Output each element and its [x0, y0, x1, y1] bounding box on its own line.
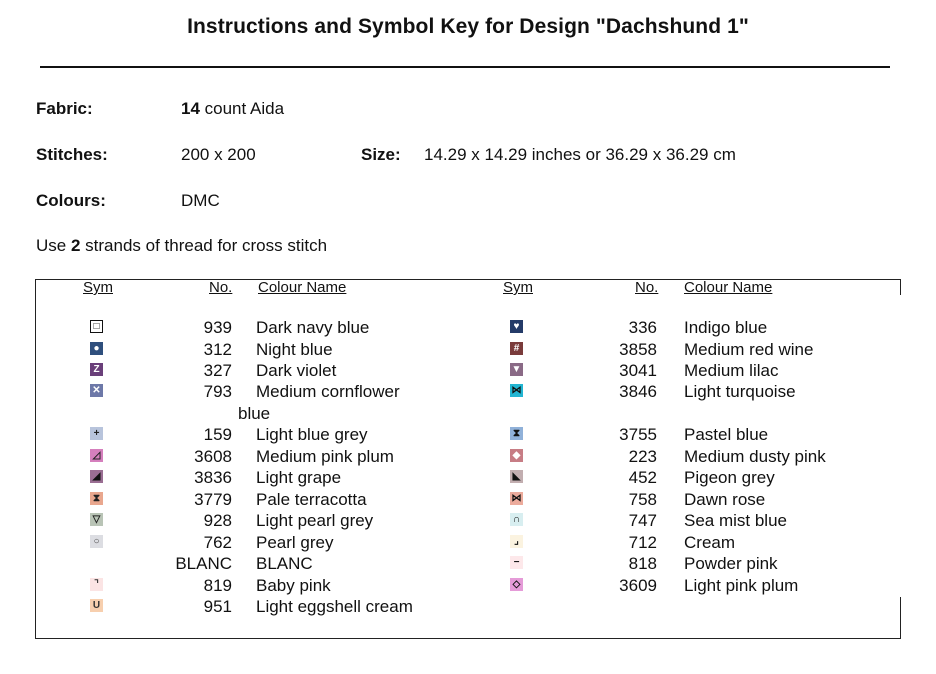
dmc-number: 3041 — [619, 361, 657, 380]
dmc-number: 3609 — [619, 576, 657, 595]
dmc-number: 712 — [628, 533, 657, 552]
header-sym-right: Sym — [503, 279, 533, 296]
dmc-number: 3779 — [194, 490, 232, 509]
dmc-number: 3755 — [619, 425, 657, 444]
colour-name: Indigo blue — [684, 318, 768, 337]
symbol-swatch-icon: ▽ — [90, 513, 103, 526]
strands-count: 2 — [70, 236, 81, 255]
dmc-number: 3608 — [194, 447, 232, 466]
colour-name: Pearl grey — [256, 533, 334, 552]
colours-label: Colours: — [36, 191, 106, 210]
dmc-number: 452 — [628, 468, 657, 487]
colour-name: Pigeon grey — [684, 468, 775, 487]
colour-name: Medium dusty pink — [684, 447, 826, 466]
strands-post: strands of thread for cross stitch — [80, 236, 328, 255]
dmc-number: 939 — [203, 318, 232, 337]
fabric-type: count Aida — [199, 99, 285, 118]
title-underline — [40, 66, 890, 68]
colour-name: Pastel blue — [684, 425, 769, 444]
symbol-swatch-icon: ◿ — [90, 449, 103, 462]
symbol-swatch-icon: − — [510, 556, 523, 569]
fabric-count: 14 — [181, 99, 200, 118]
colour-name: Cream — [684, 533, 736, 552]
dmc-number: 762 — [203, 533, 232, 552]
dmc-number: 758 — [628, 490, 657, 509]
fabric-value — [181, 99, 284, 119]
symbol-swatch-icon: ◇ — [510, 578, 523, 591]
symbol-swatch-icon: Z — [90, 363, 103, 376]
symbol-swatch-icon: # — [510, 342, 523, 355]
symbol-swatch-icon: ⌝ — [90, 578, 103, 591]
dmc-number: 159 — [203, 425, 232, 444]
colour-name: Light eggshell cream — [256, 597, 413, 616]
strands-instruction — [36, 236, 327, 256]
table-right-border-lower — [900, 597, 901, 639]
stitches-value: 200 x 200 — [181, 145, 256, 164]
colour-name: BLANC — [256, 554, 313, 573]
stitches-label: Stitches: — [36, 145, 108, 164]
dmc-number: 3858 — [619, 340, 657, 359]
dmc-number: 336 — [628, 318, 657, 337]
dmc-number: 951 — [203, 597, 232, 616]
symbol-swatch-icon: □ — [90, 320, 103, 333]
colour-name: Sea mist blue — [684, 511, 787, 530]
colour-name: Medium lilac — [684, 361, 779, 380]
page-title: Instructions and Symbol Key for Design "Dachshund 1" — [187, 15, 749, 38]
dmc-number: 327 — [203, 361, 232, 380]
header-sym-left: Sym — [83, 279, 113, 296]
colour-name: Pale terracotta — [256, 490, 367, 509]
symbol-swatch-icon: + — [90, 427, 103, 440]
colour-name: Dark navy blue — [256, 318, 370, 337]
colour-name: Dark violet — [256, 361, 337, 380]
colour-name: Baby pink — [256, 576, 331, 595]
dmc-number: 312 — [203, 340, 232, 359]
colour-name: Light blue grey — [256, 425, 368, 444]
size-label: Size: — [361, 145, 401, 164]
colour-name: Medium pink plum — [256, 447, 394, 466]
colour-name: Light grape — [256, 468, 342, 487]
symbol-swatch-icon: ✕ — [90, 384, 103, 397]
colour-name: Night blue — [256, 340, 333, 359]
symbol-swatch-icon: ∩ — [510, 513, 523, 526]
symbol-swatch-icon: ○ — [90, 535, 103, 548]
size-value: 14.29 x 14.29 inches or 36.29 x 36.29 cm — [424, 145, 736, 164]
symbol-swatch-icon: ◆ — [510, 449, 523, 462]
dmc-number: 819 — [203, 576, 232, 595]
colour-name: Light pink plum — [684, 576, 799, 595]
colours-value: DMC — [181, 191, 220, 210]
header-colour-name-left: Colour Name — [258, 279, 347, 296]
dmc-number: 223 — [628, 447, 657, 466]
symbol-swatch-icon: ▼ — [511, 363, 522, 375]
strands-pre: Use — [36, 236, 71, 255]
symbol-swatch-icon: ♥ — [510, 320, 523, 333]
symbol-swatch-icon: ⌟ — [510, 535, 523, 548]
header-colour-name-right: Colour Name — [684, 279, 773, 296]
symbol-swatch-icon: ◣ — [510, 470, 523, 483]
symbol-swatch-icon: ⋈ — [511, 492, 522, 504]
symbol-swatch-icon: U — [90, 599, 103, 612]
colour-name-wrap: blue — [238, 404, 271, 423]
dmc-number: 793 — [203, 382, 232, 401]
fabric-label: Fabric: — [36, 99, 93, 118]
table-right-border — [900, 279, 901, 295]
header-no-left: No. — [209, 279, 233, 296]
symbol-swatch-icon: ⧗ — [90, 492, 103, 505]
colour-name: Light turquoise — [684, 382, 796, 401]
colour-name: Medium red wine — [684, 340, 814, 359]
colour-name: Powder pink — [684, 554, 778, 573]
symbol-swatch-icon — [90, 556, 103, 569]
symbol-swatch-icon: ◢ — [90, 470, 103, 483]
colour-name: Medium cornflower — [256, 382, 400, 401]
symbol-swatch-icon: ● — [90, 342, 103, 355]
dmc-number: 928 — [203, 511, 232, 530]
dmc-number: 747 — [628, 511, 657, 530]
colour-name: Dawn rose — [684, 490, 766, 509]
dmc-number: 818 — [628, 554, 657, 573]
dmc-number: 3836 — [194, 468, 232, 487]
symbol-swatch-icon: ⧗ — [510, 427, 523, 440]
symbol-swatch-icon: ⋈ — [511, 384, 522, 396]
colour-name: Light pearl grey — [256, 511, 374, 530]
dmc-number: BLANC — [175, 554, 232, 573]
dmc-number: 3846 — [619, 382, 657, 401]
header-no-right: No. — [635, 279, 659, 296]
